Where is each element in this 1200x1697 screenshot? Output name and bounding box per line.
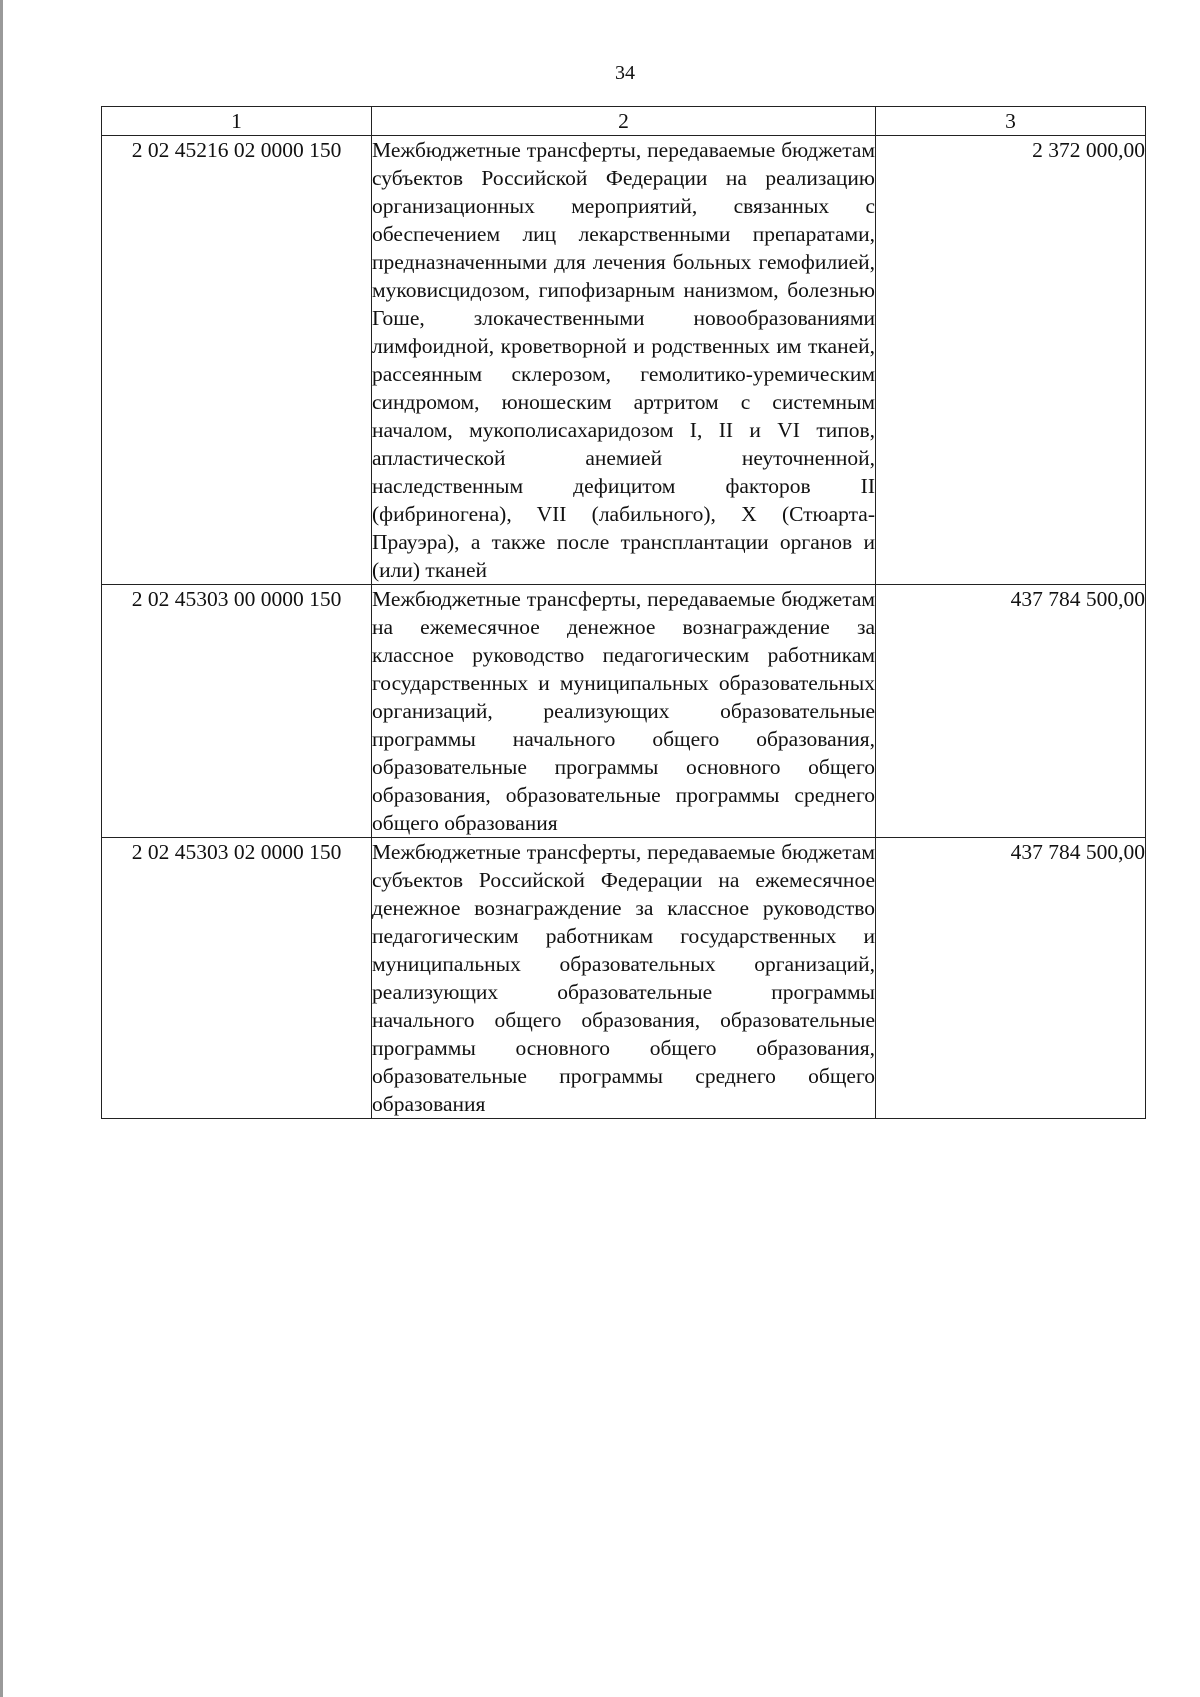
budget-table xyxy=(101,106,1146,1119)
budget-code-cell: 2 02 45216 02 0000 150 xyxy=(102,136,372,585)
amount-cell: 437 784 500,00 xyxy=(876,838,1146,1119)
amount-cell: 437 784 500,00 xyxy=(876,585,1146,838)
description-cell: Межбюджетные трансферты, передаваемые бюджетам субъектов Российской Федерации на ежемесячное денежное вознаграждение за классное руководство педагогическим работникам государственных и муниципальных образовательных организаций, реализующих образовательные программы начального общего образования, образовательные программы основного общего образования, образовательные программы среднего общего образования xyxy=(372,838,876,1119)
description-cell: Межбюджетные трансферты, передаваемые бюджетам субъектов Российской Федерации на реализацию организационных мероприятий, связанных с обеспечением лиц лекарственными препаратами, предназначенными для лечения больных гемофилией, муковисцидозом, гипофизарным нанизмом, болезнью Гоше, злокачественными новообразованиями лимфоидной, кроветворной и родственных им тканей, рассеянным склерозом, гемолитико-уремическим синдромом, юношеским артритом с системным началом, мукополисахаридозом I, II и VI типов, апластической анемией неуточненной, наследственным дефицитом факторов II (фибриногена), VII (лабильного), X (Стюарта-Прауэра), а также после трансплантации органов и (или) тканей xyxy=(372,136,876,585)
page-number: 34 xyxy=(615,62,635,84)
scan-edge xyxy=(0,0,3,1697)
budget-code-cell: 2 02 45303 00 0000 150 xyxy=(102,585,372,838)
table-row xyxy=(102,838,1146,1119)
column-header-3: 3 xyxy=(876,107,1146,136)
budget-code-cell: 2 02 45303 02 0000 150 xyxy=(102,838,372,1119)
table-row xyxy=(102,585,1146,838)
column-header-2: 2 xyxy=(372,107,876,136)
amount-cell: 2 372 000,00 xyxy=(876,136,1146,585)
table-row xyxy=(102,136,1146,585)
column-header-1: 1 xyxy=(102,107,372,136)
description-cell: Межбюджетные трансферты, передаваемые бюджетам на ежемесячное денежное вознаграждение за классное руководство педагогическим работникам государственных и муниципальных образовательных организаций, реализующих образовательные программы начального общего образования, образовательные программы основного общего образования, образовательные программы среднего общего образования xyxy=(372,585,876,838)
table-header-row xyxy=(102,107,1146,136)
